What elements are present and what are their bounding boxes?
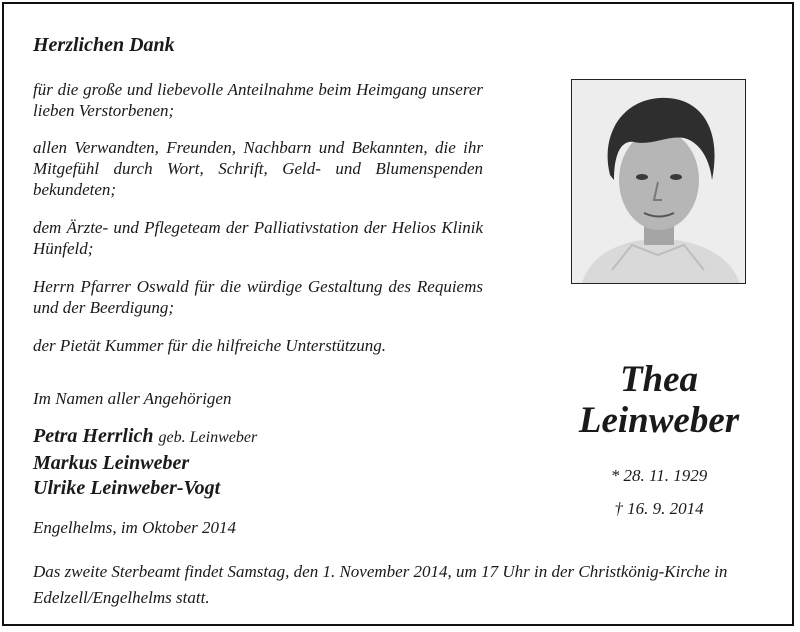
deceased-last-name: Leinweber bbox=[578, 400, 740, 441]
paragraph-relatives: allen Verwandten, Freunden, Nachbarn und Bekannten, die ihr Mitgefühl durch Wort, Schrift, Geld- und Blumenspenden bekundeten; bbox=[33, 138, 483, 199]
signatory-name-text: Ulrike Leinweber-Vogt bbox=[33, 477, 221, 499]
signatory-name-text: Markus Leinweber bbox=[33, 452, 190, 474]
heading: Herzlichen Dank bbox=[33, 34, 175, 56]
signatory-name-text: Petra Herrlich bbox=[33, 425, 154, 447]
signatory-birth-name: geb. Leinweber bbox=[158, 429, 258, 446]
paragraph-condolences: für die große und liebevolle Anteilnahme beim Heimgang unserer lieben Verstorbenen; bbox=[33, 80, 483, 120]
death-date: † 16. 9. 2014 bbox=[614, 499, 704, 518]
signatory-name bbox=[33, 452, 189, 475]
mass-notice: Das zweite Sterbeamt findet Samstag, den 1. November 2014, um 17 Uhr in der Christkönig-Kirche in Edelzell/Engelhelms statt. bbox=[33, 562, 728, 607]
signature-intro: Im Namen aller Angehörigen bbox=[33, 389, 232, 408]
obituary-card bbox=[2, 2, 794, 626]
paragraph-pastor: Herrn Pfarrer Oswald für die würdige Gestaltung des Requiems und der Beerdigung; bbox=[33, 277, 483, 317]
paragraph-medical-team: dem Ärzte- und Pflegeteam der Palliativstation der Helios Klinik Hünfeld; bbox=[33, 218, 483, 258]
signatory-name bbox=[33, 477, 220, 500]
paragraph-funeral-home: der Pietät Kummer für die hilfreiche Unterstützung. bbox=[33, 336, 387, 355]
portrait-photo bbox=[571, 79, 746, 284]
birth-date: * 28. 11. 1929 bbox=[610, 466, 708, 485]
place-date: Engelhelms, im Oktober 2014 bbox=[33, 518, 237, 537]
deceased-first-name: Thea bbox=[619, 359, 699, 400]
portrait-illustration bbox=[572, 80, 745, 283]
signatory-name bbox=[33, 425, 257, 448]
